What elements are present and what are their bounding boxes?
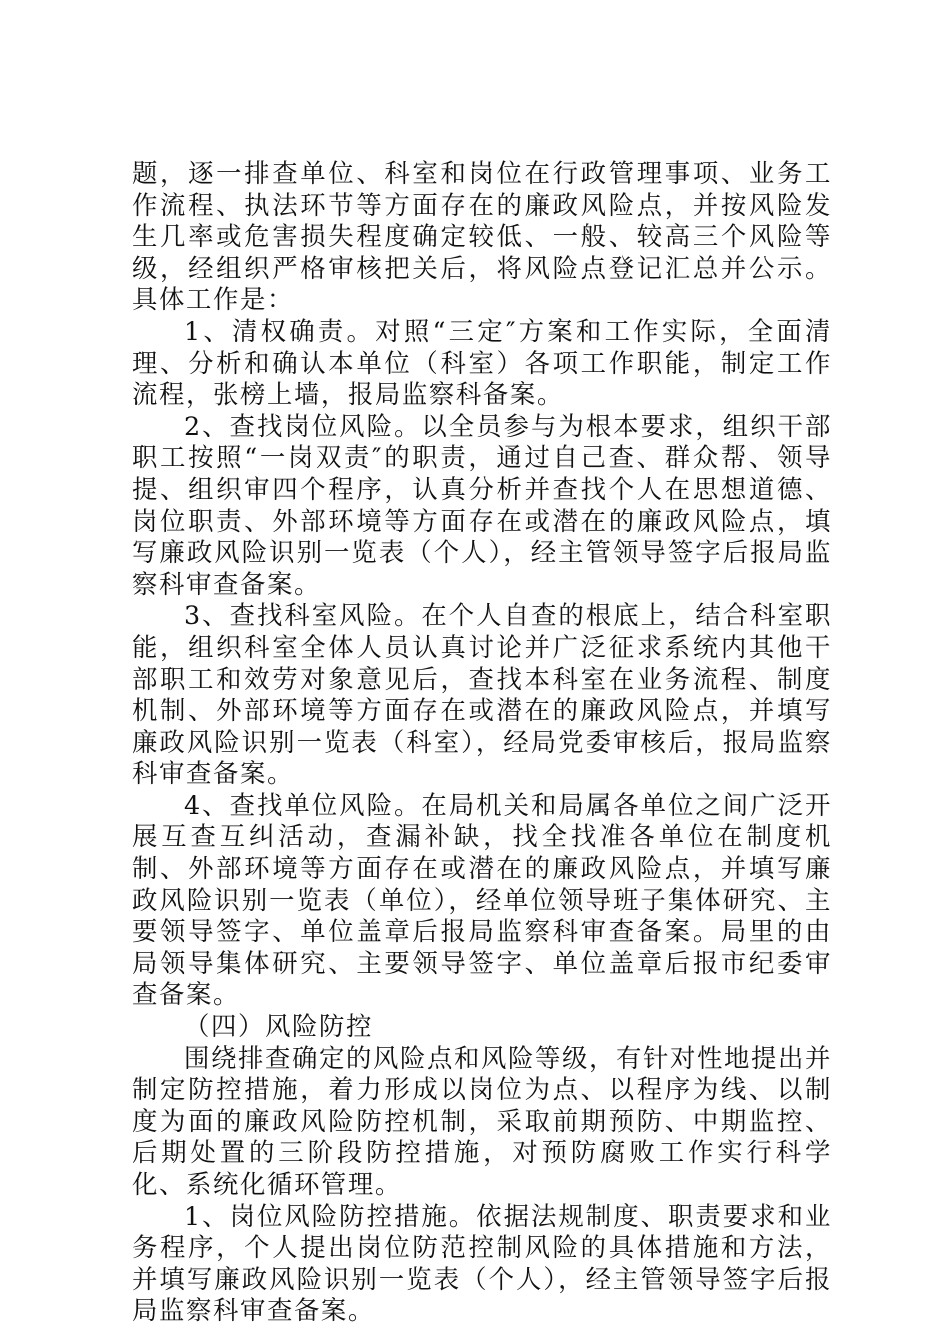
- paragraph-item-4: 4、查找单位风险。在局机关和局属各单位之间广泛开展互查互纠活动，查漏补缺，找全找准各单位在制度机制、外部环境等方面存在或潜在的廉政风险点，并填写廉政风险识别一览表（单位），经单位领导班子集体研究、主要领导签字、单位盖章后报局监察科审查备案。局里的由局领导集体研究、主要领导签字、单位盖章后报市纪委审查备案。: [132, 789, 832, 1010]
- paragraph-item-2: 2、查找岗位风险。以全员参与为根本要求，组织干部职工按照“一岗双责″的职责，通过自己查、群众帮、领导提、组织审四个程序，认真分析并查找个人在思想道德、岗位职责、外部环境等方面存在或潜在的廉政风险点，填写廉政风险识别一览表（个人），经主管领导签字后报局监察科审查备案。: [132, 410, 832, 599]
- paragraph-measure-1: 1、岗位风险防控措施。依据法规制度、职责要求和业务程序，个人提出岗位防范控制风险的具体措施和方法，并填写廉政风险识别一览表（个人），经主管领导签字后报局监察科审查备案。: [132, 1200, 832, 1326]
- paragraph-item-3: 3、查找科室风险。在个人自查的根底上，结合科室职能，组织科室全体人员认真讨论并广泛征求系统内其他干部职工和效劳对象意见后，查找本科室在业务流程、制度机制、外部环境等方面存在或潜在的廉政风险点，并填写廉政风险识别一览表（科室），经局党委审核后，报局监察科审查备案。: [132, 600, 832, 789]
- document-body: [132, 158, 832, 1327]
- paragraph-section-intro: 围绕排查确定的风险点和风险等级，有针对性地提出并制定防控措施，着力形成以岗位为点、以程序为线、以制度为面的廉政风险防控机制，采取前期预防、中期监控、后期处置的三阶段防控措施，对预防腐败工作实行科学化、系统化循环管理。: [132, 1042, 832, 1199]
- paragraph-continuation: 题，逐一排查单位、科室和岗位在行政管理事项、业务工作流程、执法环节等方面存在的廉政风险点，并按风险发生几率或危害损失程度确定较低、一般、较高三个风险等级，经组织严格审核把关后，将风险点登记汇总并公示。具体工作是：: [132, 158, 832, 315]
- paragraph-item-1: 1、清权确责。对照“三定″方案和工作实际，全面清理、分析和确认本单位（科室）各项工作职能，制定工作流程，张榜上墙，报局监察科备案。: [132, 315, 832, 410]
- section-heading: （四）风险防控: [184, 1011, 373, 1042]
